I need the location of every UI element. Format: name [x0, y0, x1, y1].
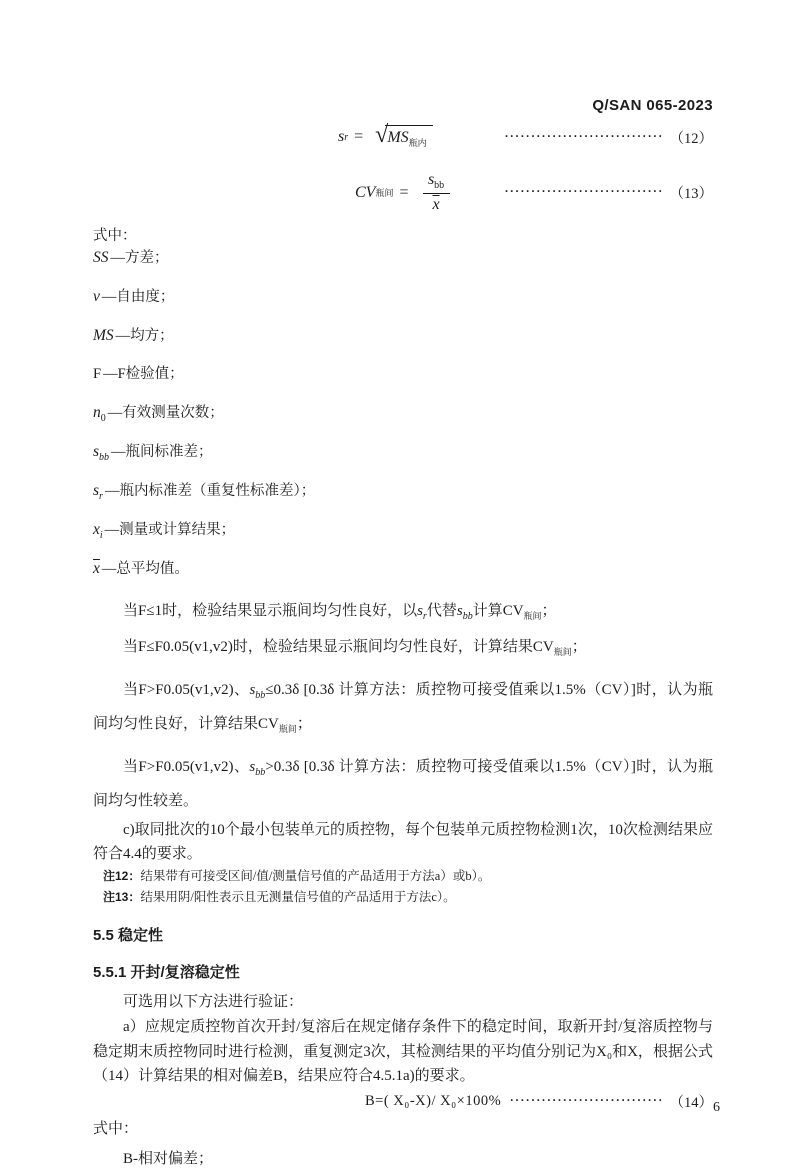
definition-item: MS —均方； [93, 327, 174, 345]
x-bar: $\overline{x}$ [93, 559, 100, 577]
formula-12-lhs: s [338, 128, 345, 146]
definition-item: $s_{bb}$ —瓶间标准差； [93, 442, 213, 463]
definition-item: $s_r$ —瓶内标准差（重复性标准差）； [93, 481, 316, 502]
equation-number-12: （12） [669, 130, 713, 147]
definition-item: $\overline{x}$ —总平均值。 [93, 559, 189, 577]
doc-code: Q/SAN 065-2023 [592, 97, 713, 114]
b-definition: B-相对偏差； [123, 1150, 214, 1167]
definitions-list [93, 247, 713, 584]
para-f-gt-f005-poor: 当F>F0.05(v1,v2)、$s_{bb}>0.3\delta$ [0.3δ 计算方法：质控物可接受值乘以1.5%（CV）]时，认为瓶间均匀性较差。 [93, 759, 713, 810]
note-12: 注12：结果带有可接受区间/值/测量信号值的产品适用于方法a）或b）。 [103, 869, 491, 884]
formula-13-row [93, 171, 713, 214]
where-label: 式中： [93, 228, 137, 245]
definition-item: F —F检验值； [93, 366, 184, 383]
definition-item: SS —方差； [93, 249, 169, 267]
para-method-a: a）应规定质控物首次开封/复溶后在规定储存条件下的稳定时间，取新开封/复溶质控物与稳定期末质控物同时进行检测，重复测定3次，其检测结果的平均值分别记为X₀和X，根据公式（14）计算结果的相对偏差B，结果应符合4.5.1a)的要求。 [93, 1019, 713, 1085]
dotted-leader: ······························ [504, 128, 664, 143]
formula-14: B=( X₀-X)/ X₀×100% [365, 1092, 502, 1109]
x-bar: x [432, 196, 440, 214]
equation-12-leader-group [504, 127, 713, 148]
equation-number-14: （14） [669, 1094, 713, 1111]
fraction: $\frac{s_{bb}}{x}$ [423, 171, 450, 214]
radical-sign: √ [375, 122, 389, 148]
radical: √ $MS_{瓶内}$ [375, 125, 433, 149]
formula-13-lhs: CV [355, 183, 376, 201]
where-label-2: 式中： [93, 1120, 139, 1137]
note-13: 注13：结果用阴/阳性表示且无测量信号值的产品适用于方法c）。 [103, 889, 456, 904]
formula-12: s r = √ $MS_{瓶内}$ [338, 125, 433, 149]
equation-14-leader-group [510, 1091, 713, 1112]
equation-number-13: （13） [669, 186, 713, 203]
section-heading-5-5-1: 5.5.1 开封/复溶稳定性 [93, 964, 240, 982]
definition-item: $x_i$ —测量或计算结果； [93, 520, 236, 541]
definition-item: v —自由度； [93, 288, 175, 306]
section-heading-5-5: 5.5 稳定性 [93, 927, 164, 945]
para-f-le-1: 当F≤1时，检验结果显示瓶间均匀性良好，以$s_r$代替$s_{bb}$计算$CV_{瓶间}$； [123, 603, 557, 623]
para-f-gt-f005-good: 当F>F0.05(v1,v2)、$s_{bb}\le 0.3\delta$ [0.3δ 计算方法：质控物可接受值乘以1.5%（CV）]时，认为瓶间均匀性良好，计算结果$CV_{瓶间}$； [93, 682, 713, 735]
page-number: 6 [713, 1100, 720, 1115]
formula-13: CV 瓶间 = $\frac{s_{bb}}{x}$ [355, 171, 450, 214]
para-f-le-f005: 当F≤F0.05(v1,v2)时，检验结果显示瓶间均匀性良好，计算结果$CV_{瓶间}$； [123, 639, 587, 658]
dotted-leader: ······························ [504, 184, 664, 199]
para-method-c: c)取同批次的10个最小包装单元的质控物，每个包装单元质控物检测1次，10次检测结果应符合4.4的要求。 [93, 822, 713, 863]
formula-12-row [93, 122, 713, 149]
definition-item: $n_0$ —有效测量次数； [93, 403, 224, 424]
dotted-leader: ····························· [509, 1092, 664, 1107]
equation-13-leader-group [504, 182, 713, 203]
formula-14-row [93, 1091, 713, 1112]
stability-intro: 可选用以下方法进行验证： [123, 994, 304, 1011]
